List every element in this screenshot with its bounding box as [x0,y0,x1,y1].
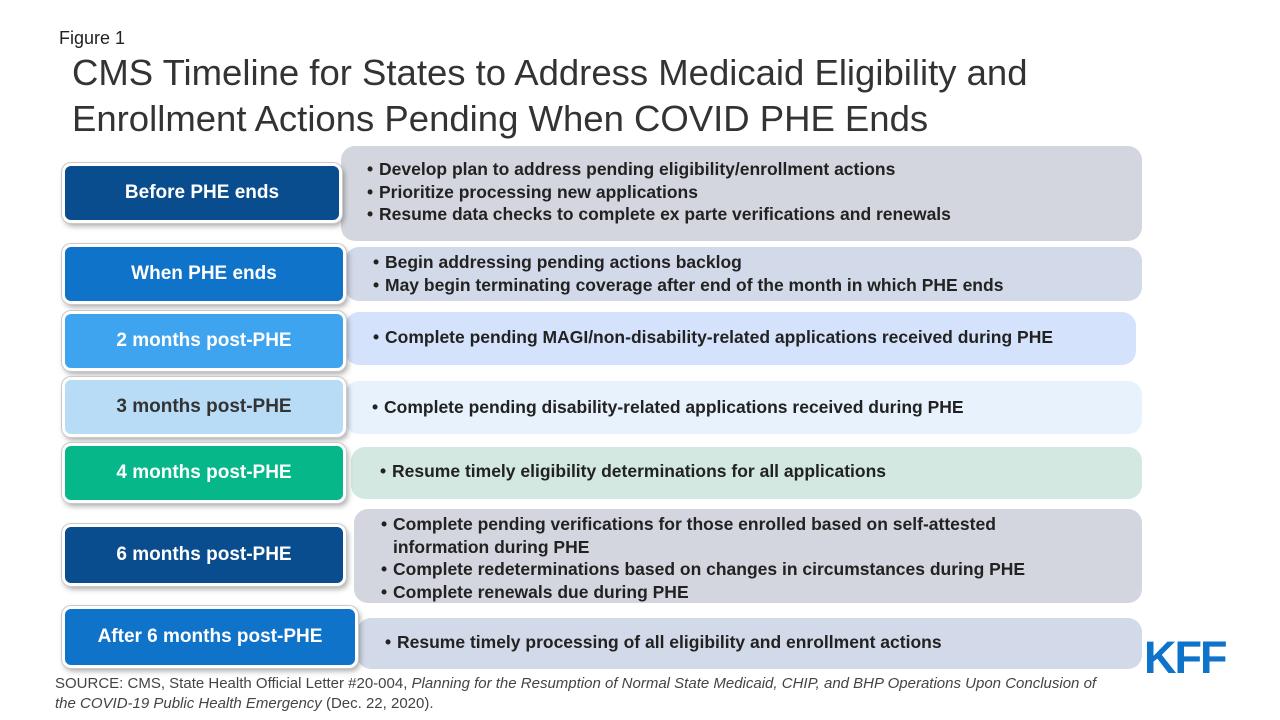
timeline-stage-label: 6 months post-PHE [62,524,346,586]
bullet-list [372,396,1122,419]
timeline-bar [345,381,1142,434]
bullet-list [385,631,1122,654]
timeline-stage-label: 3 months post-PHE [62,377,346,437]
source-suffix: (Dec. 22, 2020). [321,695,434,712]
bullet-item: • Complete redeterminations based on changes in circumstances during PHE [381,558,1061,581]
timeline-stage-label: 2 months post-PHE [62,311,346,371]
bullet-item: • Complete pending MAGI/non-disability-related applications received during PHE [373,326,1116,349]
timeline-bar [351,447,1142,499]
timeline-stage-label: Before PHE ends [62,163,342,223]
timeline-stage-label: 4 months post-PHE [62,443,346,503]
source-title: Planning for the Resumption of Normal State Medicaid, CHIP, and BHP Operations Upon Conclusion of the COVID-19 Public Health Emergency [55,675,1097,712]
page-title: CMS Timeline for States to Address Medicaid Eligibility and Enrollment Actions Pending When COVID PHE Ends [72,52,1028,139]
bullet-item: • Resume timely eligibility determinations for all applications [380,460,1122,483]
source-prefix: SOURCE: CMS, State Health Official Letter #20-004, [55,675,412,692]
bullet-item: • May begin terminating coverage after end of the month in which PHE ends [373,274,1122,297]
timeline-stage-label: When PHE ends [62,244,346,304]
kff-logo [1144,636,1234,678]
timeline-stage-label: After 6 months post-PHE [62,606,358,668]
bullet-item: • Complete pending verifications for those enrolled based on self-attested information during PHE [381,513,1061,558]
bullet-list [381,513,1061,603]
figure-label: Figure 1 [59,28,126,48]
bullet-item: • Resume timely processing of all eligibility and enrollment actions [385,631,1122,654]
bullet-list [380,460,1122,483]
bullet-item: • Complete renewals due during PHE [381,581,1061,604]
bullet-list [367,158,1122,226]
source-note [55,674,1105,714]
bullet-list [373,326,1116,349]
bullet-item: • Develop plan to address pending eligibility/enrollment actions [367,158,1122,181]
kff-logo-text: KFF [1144,636,1226,678]
timeline-bar [341,146,1142,241]
timeline-bar [345,312,1136,365]
bullet-item: • Complete pending disability-related applications received during PHE [372,396,1122,419]
timeline-bar [354,509,1142,603]
timeline-bar [345,247,1142,301]
bullet-item: • Begin addressing pending actions backlog [373,251,1122,274]
bullet-item: • Resume data checks to complete ex parte verifications and renewals [367,203,1122,226]
timeline-bar [357,618,1142,669]
bullet-item: • Prioritize processing new applications [367,181,1122,204]
bullet-list [373,251,1122,296]
